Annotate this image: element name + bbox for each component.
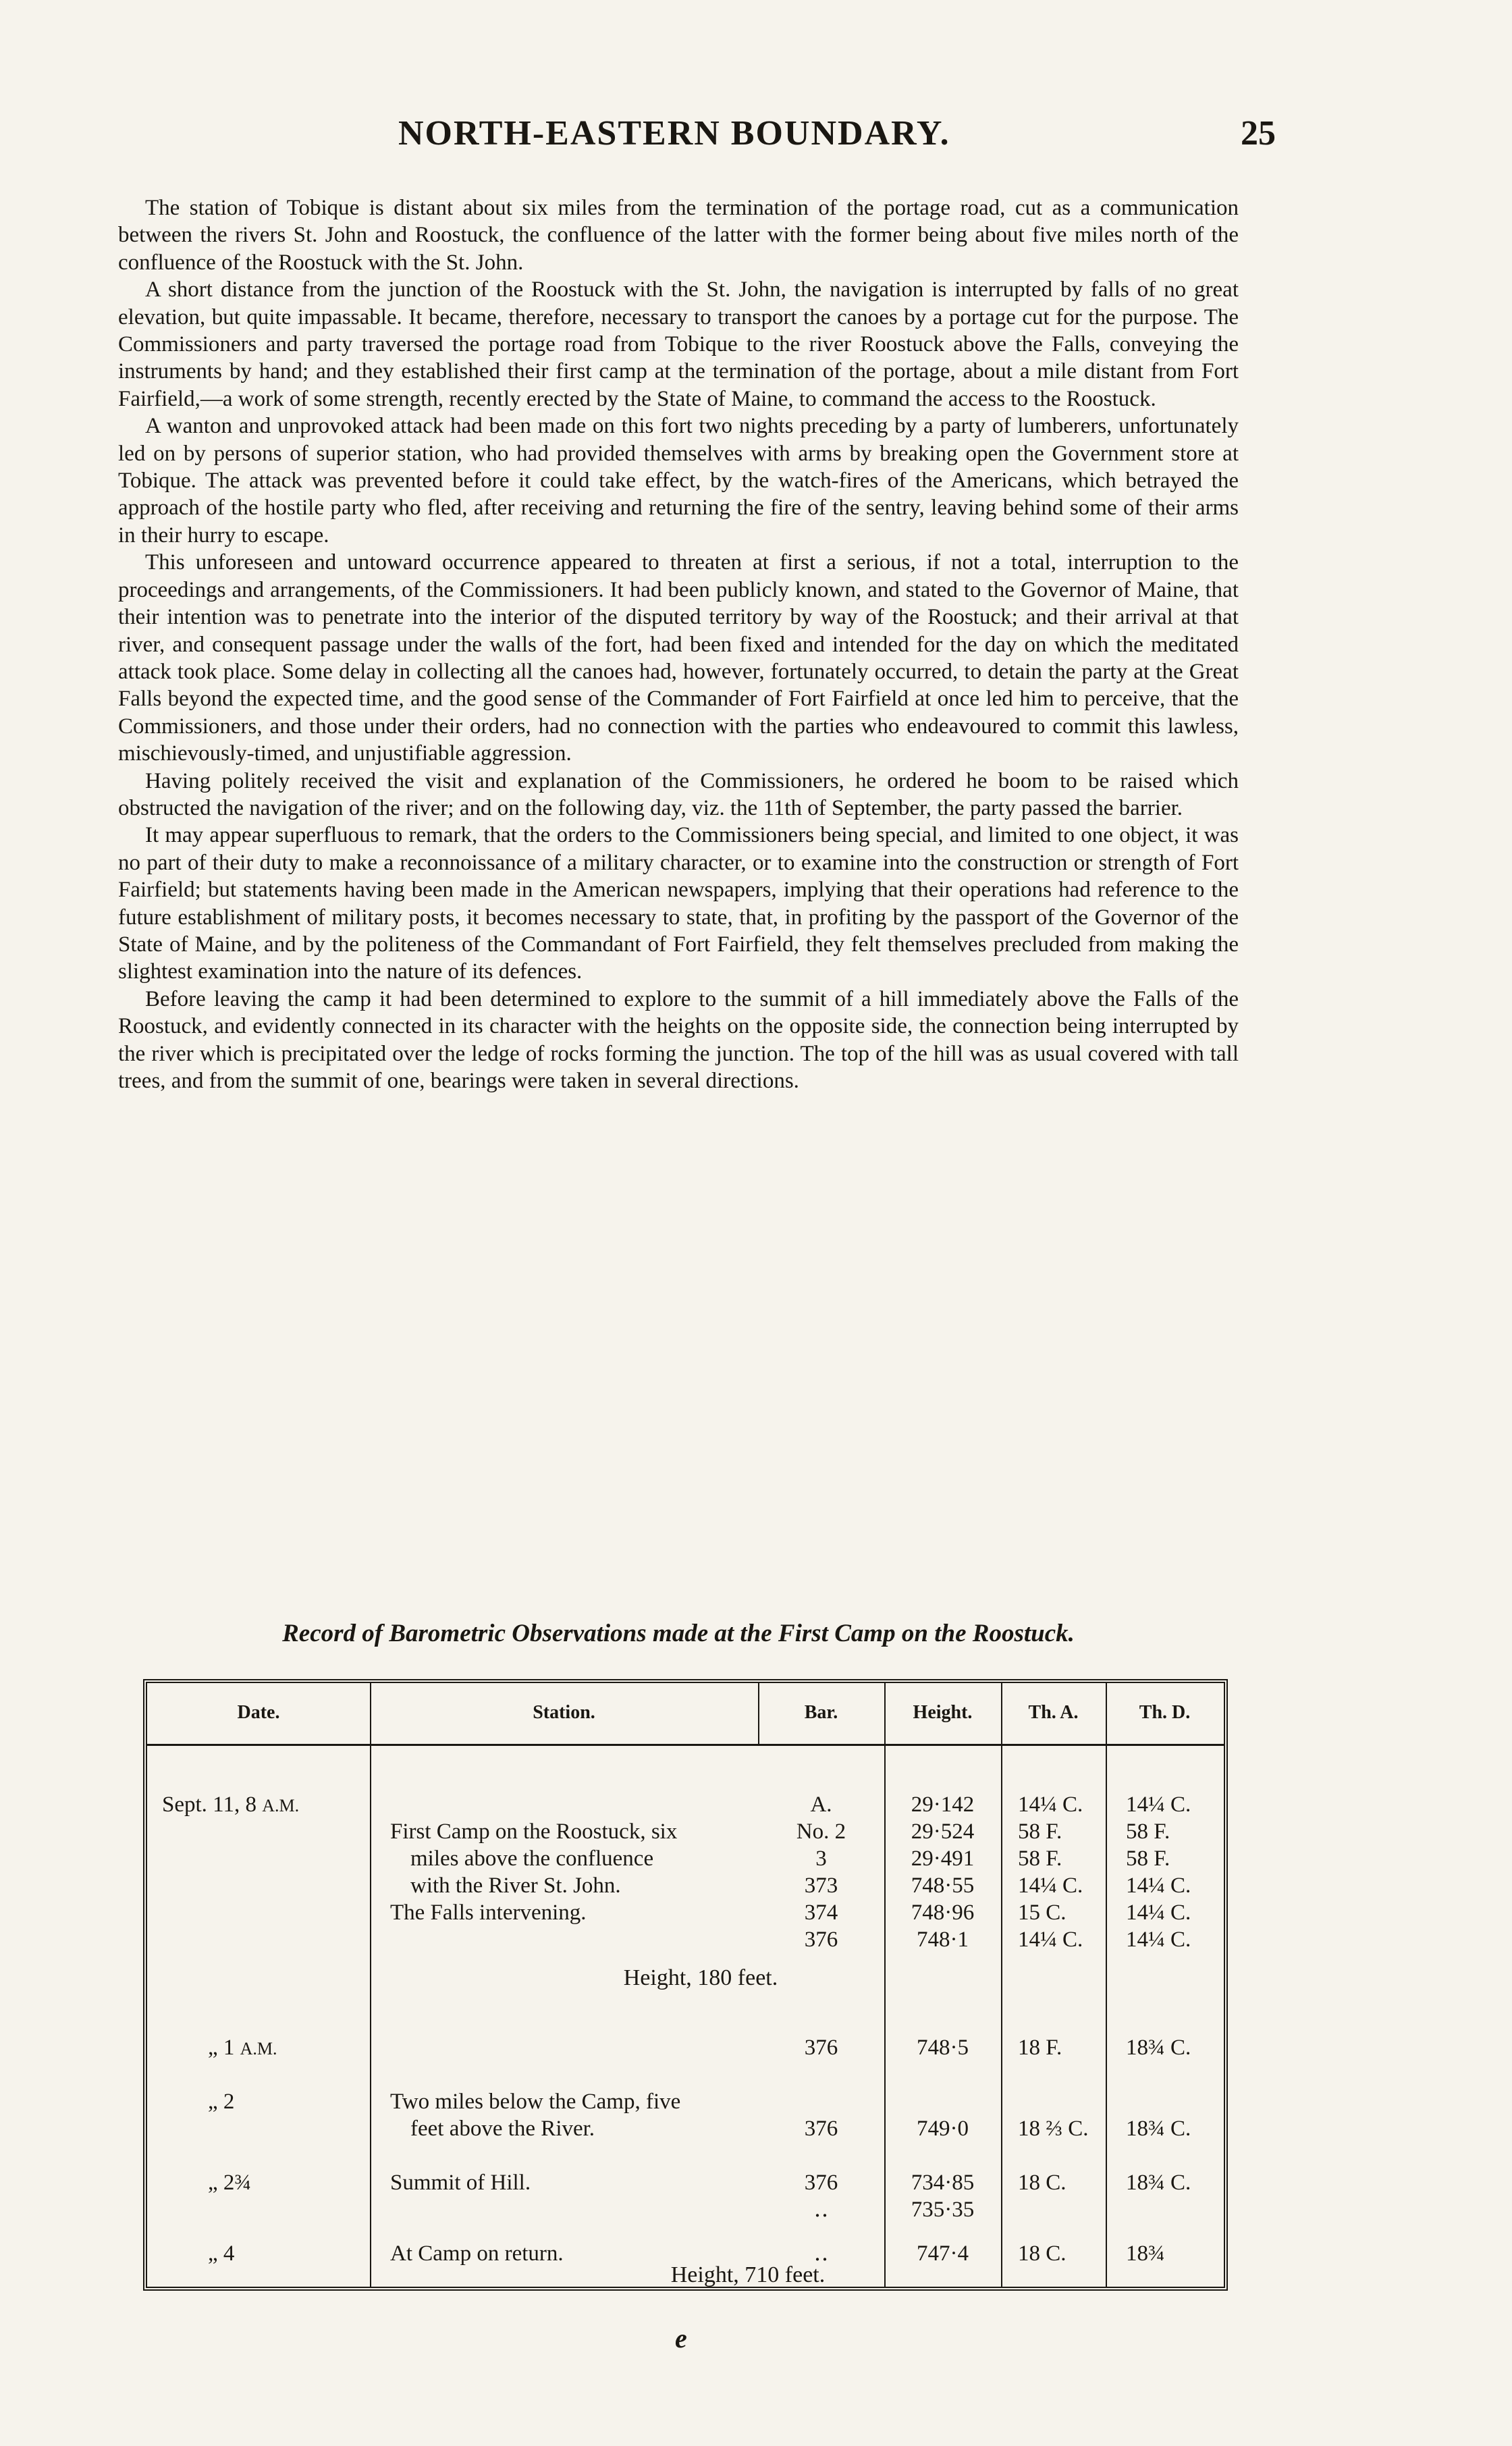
column-divider	[370, 1683, 371, 2287]
th-d-cell: 18¾ C.	[1126, 2036, 1191, 2060]
date-cell: „ 2¾	[208, 2171, 252, 2195]
bar-cell: 376	[804, 2036, 838, 2060]
station-line: The Falls intervening.	[390, 1900, 587, 1925]
station-line: miles above the confluence	[410, 1846, 654, 1871]
paragraph: The station of Tobique is distant about six miles from the termination of the portage road, cut as a communication between the rivers St. John and Roostuck, the confluence of the latter with the former being about five miles north of the confluence of the Roostuck with the St. John.	[118, 196, 1239, 275]
bar-cell: 374	[804, 1900, 838, 1925]
th-d-cell: 18¾ C.	[1126, 2171, 1191, 2195]
height-cell: 748·5	[917, 2036, 969, 2060]
th-d-cell: 14¼ C.	[1126, 1900, 1191, 1925]
height-cell: 748·55	[911, 1873, 975, 1898]
running-head	[196, 113, 1276, 167]
height-note: Height, 180 feet.	[623, 1965, 778, 1990]
paragraph: It may appear superfluous to remark, that the orders to the Commissioners being special, and limited to one object, it was no part of their duty to make a reconnoissance of a military character, or to examine into the construction or strength of Fort Fairfield; but statements having been made in the American newspapers, implying that their operations had reference to the future establishment of military posts, it becomes necessary to state, that, in profiting by the passport of the Governor of the State of Maine, and by the politeness of the Commandant of Fort Fairfield, they felt themselves precluded from making the slightest examination into the nature of its defences.	[118, 823, 1239, 984]
th-a-cell: 58 F.	[1018, 1819, 1062, 1844]
height-cell: 29·524	[911, 1819, 975, 1844]
height-cell: 734·85	[911, 2171, 975, 2195]
height-cell: 748·1	[917, 1927, 969, 1952]
date-cell: „ 2	[208, 2090, 235, 2114]
header-th-a: Th. A.	[1028, 1702, 1079, 1723]
header-th-d: Th. D.	[1139, 1702, 1191, 1723]
station-line: feet above the River.	[410, 2117, 595, 2141]
paragraph: A wanton and unprovoked attack had been made on this fort two nights preceding by a party of lumberers, unfortunately led on by persons of superior station, who had provided themselves with arms by breaking open the Government store at Tobique. The attack was prevented before it could take effect, by the watch-fires of the Americans, which betrayed the approach of the hostile party who fled, after receiving and returning the fire of the sentry, leaving behind some of their arms in their hurry to escape.	[118, 414, 1239, 548]
th-a-cell: 18 C.	[1018, 2241, 1066, 2266]
height-cell: 29·142	[911, 1792, 975, 1817]
table-caption: Record of Barometric Observations made at the First Camp on the Roostuck.	[282, 1620, 1075, 1647]
th-a-cell: 58 F.	[1018, 1846, 1062, 1871]
bar-cell: 376	[804, 1927, 838, 1952]
observations-table	[143, 1679, 1228, 2291]
th-d-cell: 58 F.	[1126, 1846, 1170, 1871]
th-d-cell: 14¼ C.	[1126, 1792, 1191, 1817]
date-cell: „ 1 A.M.	[208, 2036, 277, 2060]
column-divider	[1001, 1683, 1002, 2287]
station-line: Two miles below the Camp, five	[390, 2090, 681, 2114]
height-cell: 747·4	[917, 2241, 969, 2266]
header-rule	[147, 1744, 1224, 1746]
th-a-cell: 18 F.	[1018, 2036, 1062, 2060]
th-a-cell: 14¼ C.	[1018, 1792, 1083, 1817]
date-cell: „ 4	[208, 2241, 235, 2266]
bar-cell: ‥	[813, 2241, 829, 2266]
page-number: 25	[1241, 114, 1276, 153]
height-note: Height, 710 feet.	[670, 2262, 826, 2287]
body-text	[118, 194, 1239, 1094]
th-d-cell: 14¼ C.	[1126, 1873, 1191, 1898]
th-d-cell: 14¼ C.	[1126, 1927, 1191, 1952]
paragraph: This unforeseen and untoward occurrence appeared to threaten at first a serious, if not a total, interruption to the proceedings and arrangements, of the Commissioners. It had been publicly known, and stated to the Governor of Maine, that their intention was to penetrate into the interior of the disputed territory by way of the Roostuck; and their arrival at that river, and consequent passage under the walls of the fort, had been fixed and intended for the day on which the meditated attack took place. Some delay in collecting all the canoes had, however, fortunately occurred, to detain the party at the Great Falls beyond the expected time, and the good sense of the Commander of Fort Fairfield at once led him to perceive, that the Commissioners, and those under their orders, had no connection with the parties who endeavoured to commit this lawless, mischievously-timed, and unjustifiable aggression.	[118, 550, 1239, 766]
th-a-cell: 14¼ C.	[1018, 1927, 1083, 1952]
header-station: Station.	[533, 1702, 595, 1723]
height-cell: 749·0	[917, 2117, 969, 2141]
th-d-cell: 58 F.	[1126, 1819, 1170, 1844]
signature-mark: e	[675, 2323, 687, 2354]
running-title: NORTH-EASTERN BOUNDARY.	[398, 114, 950, 153]
bar-cell: No. 2	[796, 1819, 846, 1844]
column-divider	[1106, 1683, 1107, 2287]
height-cell: 735·35	[911, 2198, 975, 2222]
paragraph: Having politely received the visit and explanation of the Commissioners, he ordered he boom to be raised which obstructed the navigation of the river; and on the following day, viz. the 11th of September, the party passed the barrier.	[118, 768, 1239, 820]
station-line: with the River St. John.	[410, 1873, 621, 1898]
header-height: Height.	[913, 1702, 973, 1723]
station-line: At Camp on return.	[390, 2241, 564, 2266]
th-a-cell: 14¼ C.	[1018, 1873, 1083, 1898]
bar-cell: ‥	[813, 2198, 829, 2222]
height-cell: 748·96	[911, 1900, 975, 1925]
bar-cell: 376	[804, 2171, 838, 2195]
bar-cell: 3	[815, 1846, 827, 1871]
bar-cell: 373	[804, 1873, 838, 1898]
header-date: Date.	[237, 1702, 280, 1723]
header-bar: Bar.	[804, 1702, 838, 1723]
th-a-cell: 15 C.	[1018, 1900, 1066, 1925]
th-d-cell: 18¾	[1126, 2241, 1165, 2266]
date-cell: Sept. 11, 8 A.M.	[162, 1792, 300, 1817]
bar-cell: A.	[810, 1792, 832, 1817]
paragraph: A short distance from the junction of the Roostuck with the St. John, the navigation is interrupted by falls of no great elevation, but quite impassable. It became, therefore, necessary to transport the canoes by a portage cut for the purpose. The Commissioners and party traversed the portage road from Tobique to the river Roostuck above the Falls, conveying the instruments by hand; and they established their first camp at the termination of the portage, about a mile distant from Fort Fairfield,—a work of some strength, recently erected by the State of Maine, to command the access to the Roostuck.	[118, 277, 1239, 411]
th-a-cell: 18 ⅔ C.	[1018, 2117, 1089, 2141]
station-line: Summit of Hill.	[390, 2171, 531, 2195]
th-a-cell: 18 C.	[1018, 2171, 1066, 2195]
station-line: First Camp on the Roostuck, six	[390, 1819, 678, 1844]
th-d-cell: 18¾ C.	[1126, 2117, 1191, 2141]
bar-cell: 376	[804, 2117, 838, 2141]
paragraph: Before leaving the camp it had been determined to explore to the summit of a hill immediately above the Falls of the Roostuck, and evidently connected in its character with the heights on the opposite side, the connection being interrupted by the river which is precipitated over the ledge of rocks forming the junction. The top of the hill was as usual covered with tall trees, and from the summit of one, bearings were taken in several directions.	[118, 986, 1239, 1093]
height-cell: 29·491	[911, 1846, 975, 1871]
